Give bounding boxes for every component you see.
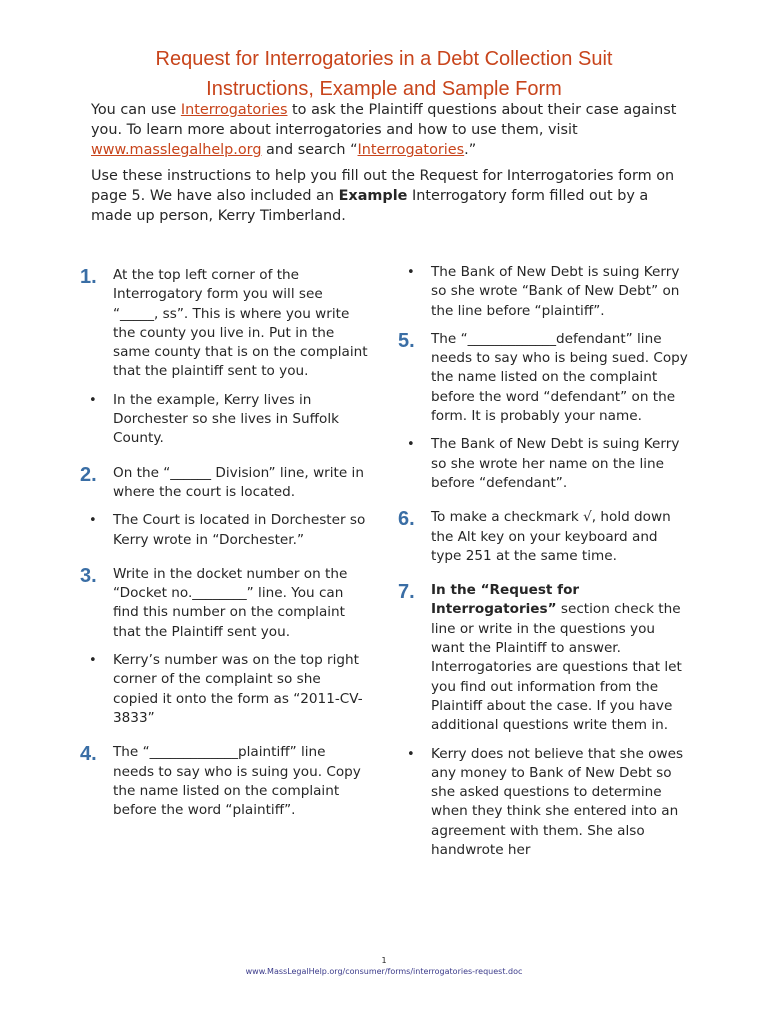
step-number: 4. (80, 743, 97, 766)
step-1 (80, 266, 370, 382)
step-number: 2. (80, 463, 97, 486)
step-number: 1. (80, 266, 97, 288)
page-number: 1 (381, 956, 387, 965)
step-6 (398, 508, 688, 566)
step-number: 7. (398, 581, 415, 604)
step-number: 3. (80, 564, 97, 587)
step-5 (398, 330, 688, 426)
bullet-icon: • (89, 513, 97, 529)
step-text: The “_____________plaintiff” line needs to say who is suing you. Copy the name listed on the complaint before the word “plaintiff”. (113, 744, 361, 819)
interrogatories-search-link[interactable]: Interrogatories (357, 142, 465, 158)
intro-paragraph-2: Use these instructions to help you fill out the Request for Interrogatories form on page 5. We have also included an Example Interrogatory form filled out by a made up person, Kerry Timberland. (91, 168, 675, 224)
step-text: section check the line or write in the questions you want the Plaintiff to answer. Interrogatories are questions that let you find out information from the Plaintiff about the case. If you have additional questions write them in. (431, 601, 682, 734)
step-text: The “_____________defendant” line needs to say who is being sued. Copy the name listed on the complaint before the word “defendant” on the form. It is probably your name. (431, 330, 688, 425)
bullet-icon: • (407, 265, 415, 280)
step-text: To make a checkmark √, hold down the Alt key on your keyboard and type 251 at the same time. (431, 509, 671, 564)
example-bullet: • The Bank of New Debt is suing Kerry so she wrote her name on the line before “defendant”. (407, 436, 680, 491)
document-subtitle: Instructions, Example and Sample Form (206, 78, 562, 100)
bullet-icon: • (89, 653, 97, 669)
step-text: On the “______ Division” line, write in where the court is located. (113, 464, 364, 500)
example-bullet: • In the example, Kerry lives in Dorchester so she lives in Suffolk County. (89, 391, 339, 447)
step-text: Write in the docket number on the “Docket no.________” line. You can find this number on the complaint that the Plaintiff sent you. (113, 565, 348, 640)
left-column (80, 266, 370, 829)
masslegalhelp-link[interactable]: www.masslegalhelp.org (91, 142, 262, 158)
bullet-icon: • (407, 746, 415, 762)
interrogatories-link[interactable]: Interrogatories (180, 102, 288, 118)
step-7 (398, 581, 688, 735)
step-3 (80, 565, 370, 642)
example-bullet: • The Court is located in Dorchester so Kerry wrote in “Dorchester.” (89, 512, 366, 548)
step-heading: In the “Request for Interrogatories” (431, 582, 580, 618)
document-title: Request for Interrogatories in a Debt Collection Suit (155, 48, 613, 70)
step-2 (80, 464, 370, 503)
example-bullet: • Kerry’s number was on the top right corner of the complaint so she copied it onto the form as “2011-CV-3833” (89, 652, 363, 726)
right-column (398, 263, 688, 869)
bullet-icon: • (89, 392, 97, 408)
example-bullet: • Kerry does not believe that she owes any money to Bank of New Debt so she asked questions to determine when they think she entered into an agreement with them. She also handwrote her (407, 745, 684, 859)
step-number: 5. (398, 329, 415, 352)
intro-paragraph-1: You can use Interrogatories to ask the Plaintiff questions about their case against you. To learn more about interrogatories and how to use them, visit www.masslegalhelp.org and search “Interrogatories.” (91, 102, 677, 158)
example-bullet: • The Bank of New Debt is suing Kerry so she wrote “Bank of New Debt” on the line before “plaintiff”. (407, 264, 680, 319)
step-number: 6. (398, 508, 415, 531)
step-text: At the top left corner of the Interrogatory form you will see “_____, ss”. This is where you write the county you live in. Put in the same county that is on the complaint that the plaintiff sent to you. (113, 267, 368, 380)
step-4 (80, 743, 370, 820)
bullet-icon: • (407, 437, 415, 453)
footer-url: www.MassLegalHelp.org/consumer/forms/interrogatories-request.doc (245, 967, 523, 976)
